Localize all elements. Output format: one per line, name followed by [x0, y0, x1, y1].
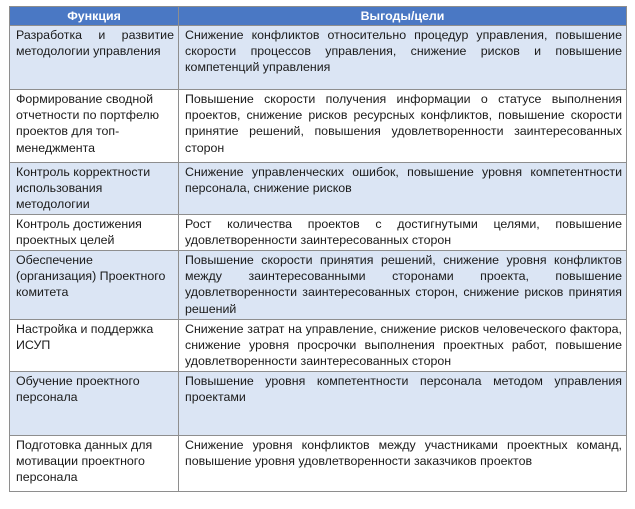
- function-cell: Разработка и развитие методологии управления: [10, 26, 179, 90]
- table-row: [10, 251, 627, 320]
- function-cell: Обучение проектного персонала: [10, 372, 179, 436]
- benefits-cell: Снижение затрат на управление, снижение рисков человеческого фактора, снижение уровня просрочки выполнения проектных работ, повышение удовлетворенности заинтересованных сторон: [179, 320, 627, 372]
- function-cell: Настройка и поддержка ИСУП: [10, 320, 179, 372]
- benefits-cell: Снижение конфликтов относительно процедур управления, повышение скорости процессов управления, снижение рисков и повышение компетенций управления: [179, 26, 627, 90]
- function-cell: Контроль достижения проектных целей: [10, 215, 179, 251]
- header-function: Функция: [10, 7, 179, 26]
- benefits-cell: Повышение уровня компетентности персонала методом управления проектами: [179, 372, 627, 436]
- table-row: [10, 163, 627, 215]
- benefits-cell: Повышение скорости принятия решений, снижение уровня конфликтов между заинтересованными сторонами проекта, повышение удовлетворенности заинтересованных сторон, снижение рисков принятия решений: [179, 251, 627, 320]
- table-row: [10, 90, 627, 163]
- functions-benefits-table-container: [9, 6, 626, 492]
- header-benefits: Выгоды/цели: [179, 7, 627, 26]
- table-header-row: [10, 7, 627, 26]
- benefits-cell: Снижение управленческих ошибок, повышение уровня компетентности персонала, снижение рисков: [179, 163, 627, 215]
- table-row: [10, 215, 627, 251]
- table-row: [10, 372, 627, 436]
- benefits-cell: Снижение уровня конфликтов между участниками проектных команд, повышение уровня удовлетворенности заказчиков проектов: [179, 436, 627, 492]
- benefits-cell: Повышение скорости получения информации о статусе выполнения проектов, снижение рисков ресурсных конфликтов, повышение скорости принятие решений, повышения удовлетворенности заинтересованных сторон: [179, 90, 627, 163]
- table-row: [10, 436, 627, 492]
- function-cell: Контроль корректности использования методологии: [10, 163, 179, 215]
- functions-benefits-table: [9, 6, 627, 492]
- table-row: [10, 320, 627, 372]
- table-row: [10, 26, 627, 90]
- function-cell: Подготовка данных для мотивации проектного персонала: [10, 436, 179, 492]
- function-cell: Формирование сводной отчетности по портфелю проектов для топ-менеджмента: [10, 90, 179, 163]
- function-cell: Обеспечение (организация) Проектного комитета: [10, 251, 179, 320]
- benefits-cell: Рост количества проектов с достигнутыми целями, повышение удовлетворенности заинтересованных сторон: [179, 215, 627, 251]
